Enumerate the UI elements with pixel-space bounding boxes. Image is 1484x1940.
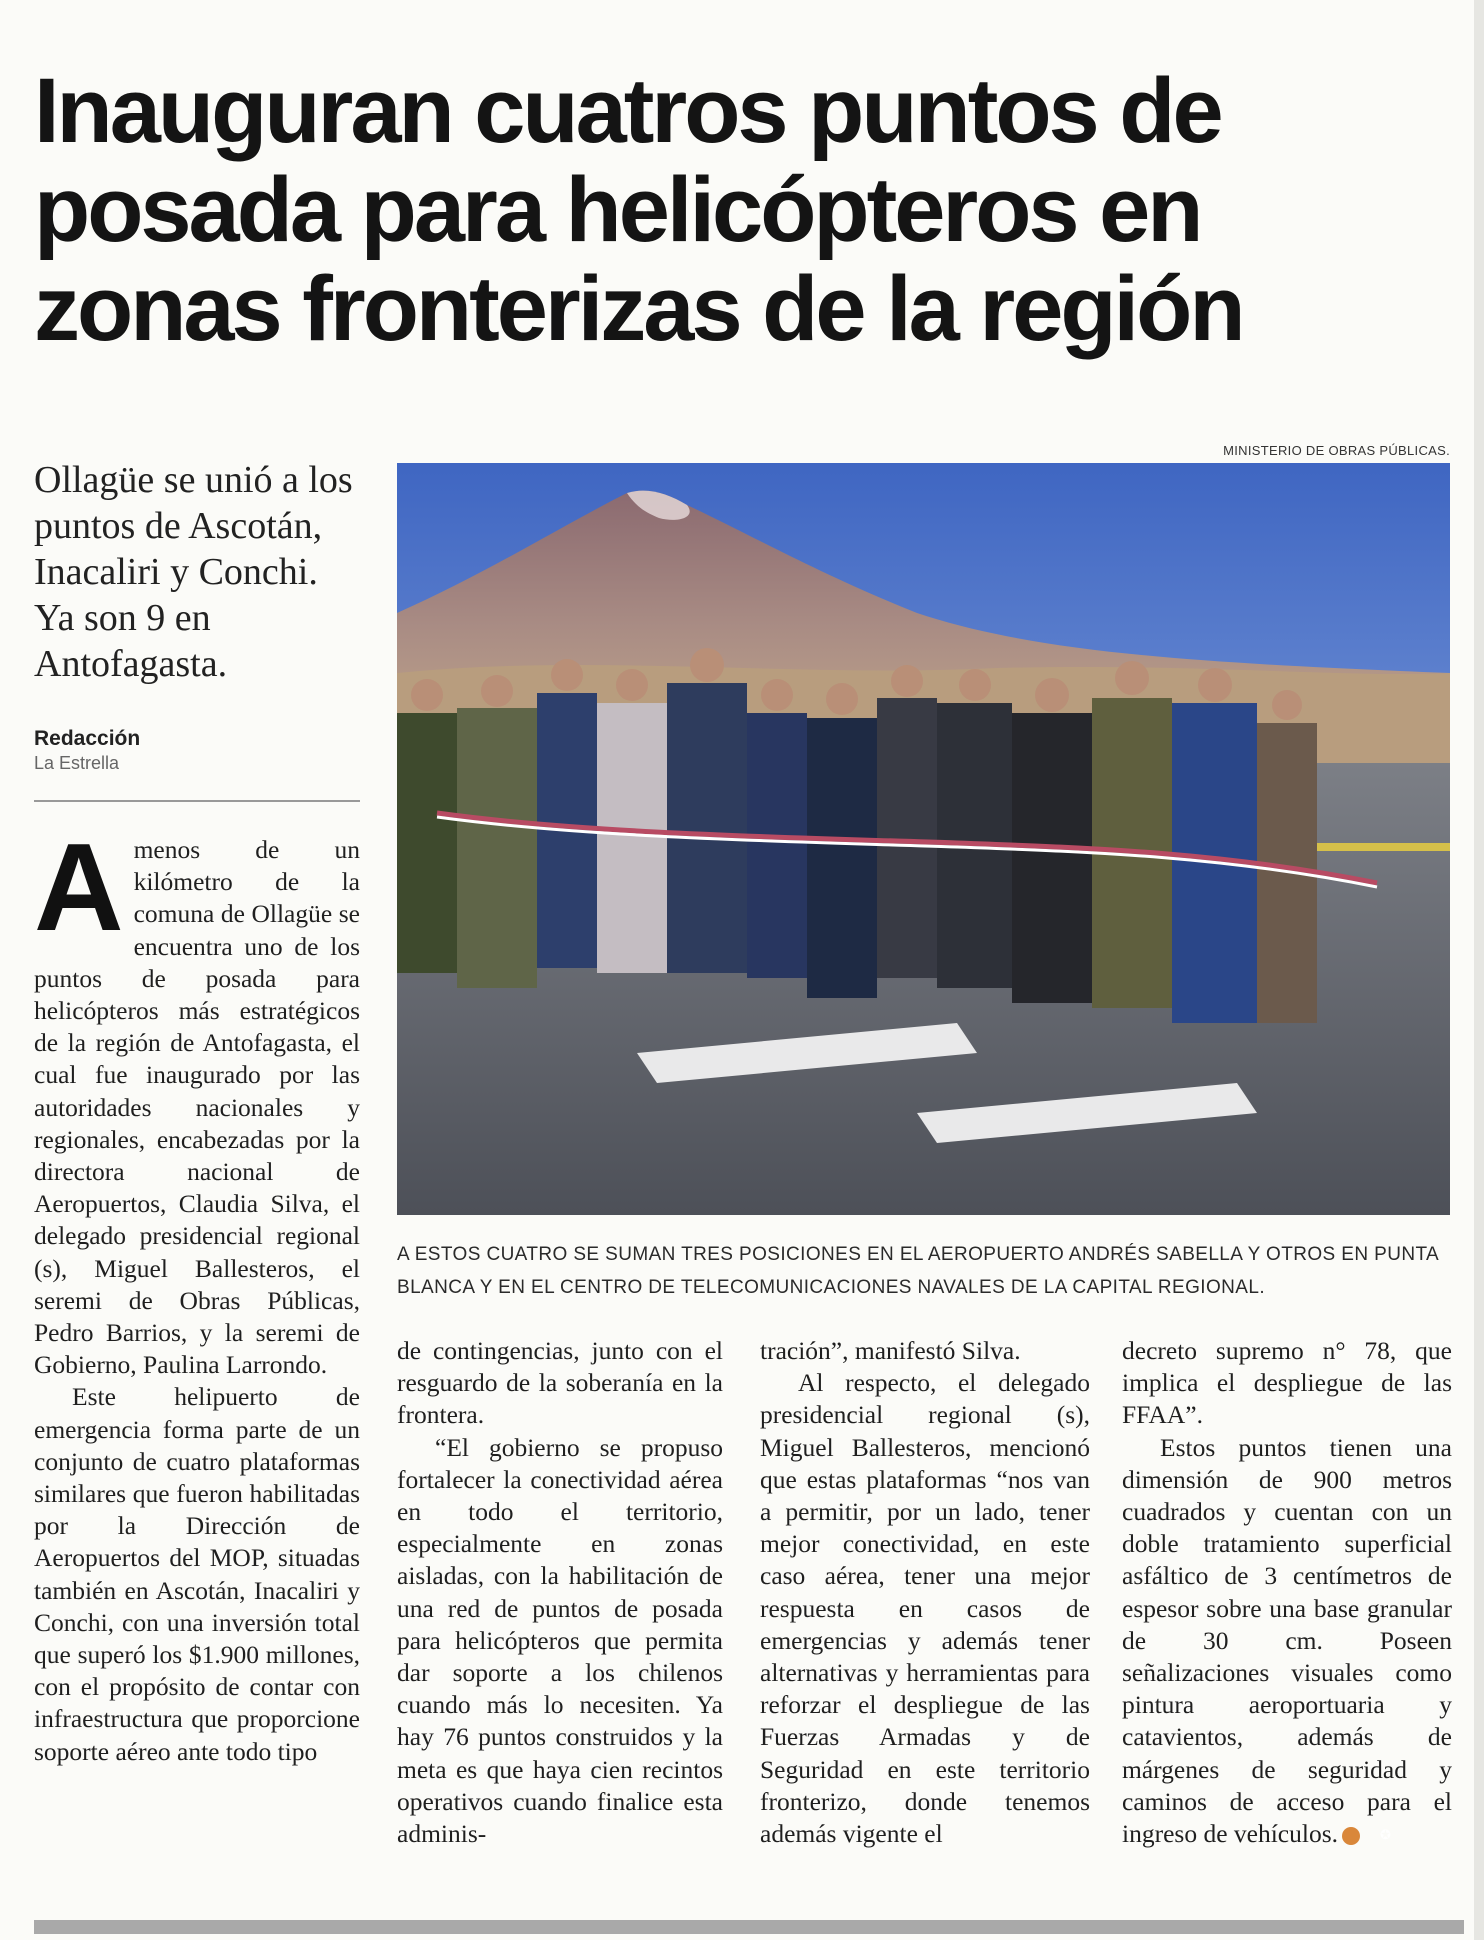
article-column-1 (34, 819, 360, 1768)
paragraph-text: Estos puntos tienen una dimensión de 900 metros cuadrados y cuentan con un doble tratamiento superficial asfáltico de 3 centímetros de espesor sobre una base granular de 30 cm. Poseen señalizaciones visuales como pintura aeroportuaria y catavientos, además de márgenes de seguridad y caminos de acceso para el ingreso de vehículos. (1122, 1432, 1452, 1849)
ribbon-cutting-photo (397, 463, 1450, 1215)
article-paragraph (34, 819, 360, 1381)
headline: Inauguran cuatros puntos de posada para helicópteros en zonas fronterizas de la región (34, 60, 1243, 360)
article-paragraph: tración”, manifestó Silva. (760, 1336, 1021, 1365)
photo-caption: A ESTOS CUATRO SE SUMAN TRES POSICIONES EN EL AEROPUERTO ANDRÉS SABELLA Y OTROS EN PUNTA BLANCA Y EN EL CENTRO DE TELECOMUNICACIONES NAVALES DE LA CAPITAL REGIONAL. (397, 1244, 1439, 1298)
byline (34, 726, 140, 774)
article-paragraph: decreto supremo n° 78, que implica el despliegue de las FFAA”. (1122, 1336, 1452, 1430)
article-paragraph: de contingencias, junto con el resguardo de la soberanía en la frontera. (397, 1336, 723, 1430)
article-column-4 (1122, 1335, 1452, 1850)
subheadline: Ollagüe se unió a los puntos de Ascotán, Inacaliri y Conchi. Ya son 9 en Antofagasta. (34, 459, 353, 685)
byline-divider (34, 800, 360, 802)
article-column-2 (397, 1335, 723, 1850)
article-paragraph: “El gobierno se propuso fortalecer la conectividad aérea en todo el territorio, especialmente en zonas aisladas, con la habilitación de una red de puntos de posada para helicópteros que permita dar soporte a los chilenos cuando más lo necesiten. Ya hay 76 puntos construidos y la meta es que haya cien recintos operativos cuando finalice esta adminis- (397, 1432, 723, 1849)
news-photo (397, 463, 1450, 1215)
byline-author: Redacción (34, 727, 141, 750)
article-paragraph: Al respecto, el delegado presidencial regional (s), Miguel Ballesteros, mencionó que estas plataformas “nos van a permitir, por un lado, tener mejor conectividad, en este caso aérea, tener una mejor respuesta en casos de emergencias y además tener alternativas y herramientas para reforzar el despliegue de las Fuerzas Armadas y de Seguridad en este territorio fronterizo, donde tenemos además vigente el (760, 1368, 1090, 1849)
article-paragraph: Este helipuerto de emergencia forma parte de un conjunto de cuatro plataformas similares que fueron habilitadas por la Dirección de Aeropuertos del MOP, situadas también en Ascotán, Inacaliri y Conchi, con una inversión total que superó los $1.900 millones, con el propósito de contar con infraestructura que proporcione soporte aéreo ante todo tipo (34, 1382, 360, 1766)
star-circle-icon: ✪ (1342, 1827, 1360, 1845)
page-edge (1474, 0, 1484, 1940)
article-paragraph (1122, 1432, 1452, 1851)
article-column-3 (760, 1335, 1090, 1850)
byline-outlet: La Estrella (34, 753, 120, 773)
photo-credit: MINISTERIO DE OBRAS PÚBLICAS. (1223, 443, 1450, 458)
page-bottom-bar (34, 1920, 1464, 1934)
paragraph-text: menos de un kilómetro de la comuna de Ollagüe se encuentra uno de los puntos de posada para helicópteros más estratégicos de la región de Antofagasta, el cual fue inaugurado por las autoridades nacionales y regionales, encabezadas por la directora nacional de Aeropuertos, Claudia Silva, el delegado presidencial regional (s), Miguel Ballesteros, el seremi de Obras Públicas, Pedro Barrios, y la seremi de Gobierno, Paulina Larrondo. (34, 835, 360, 1380)
drop-cap: A (34, 819, 124, 957)
